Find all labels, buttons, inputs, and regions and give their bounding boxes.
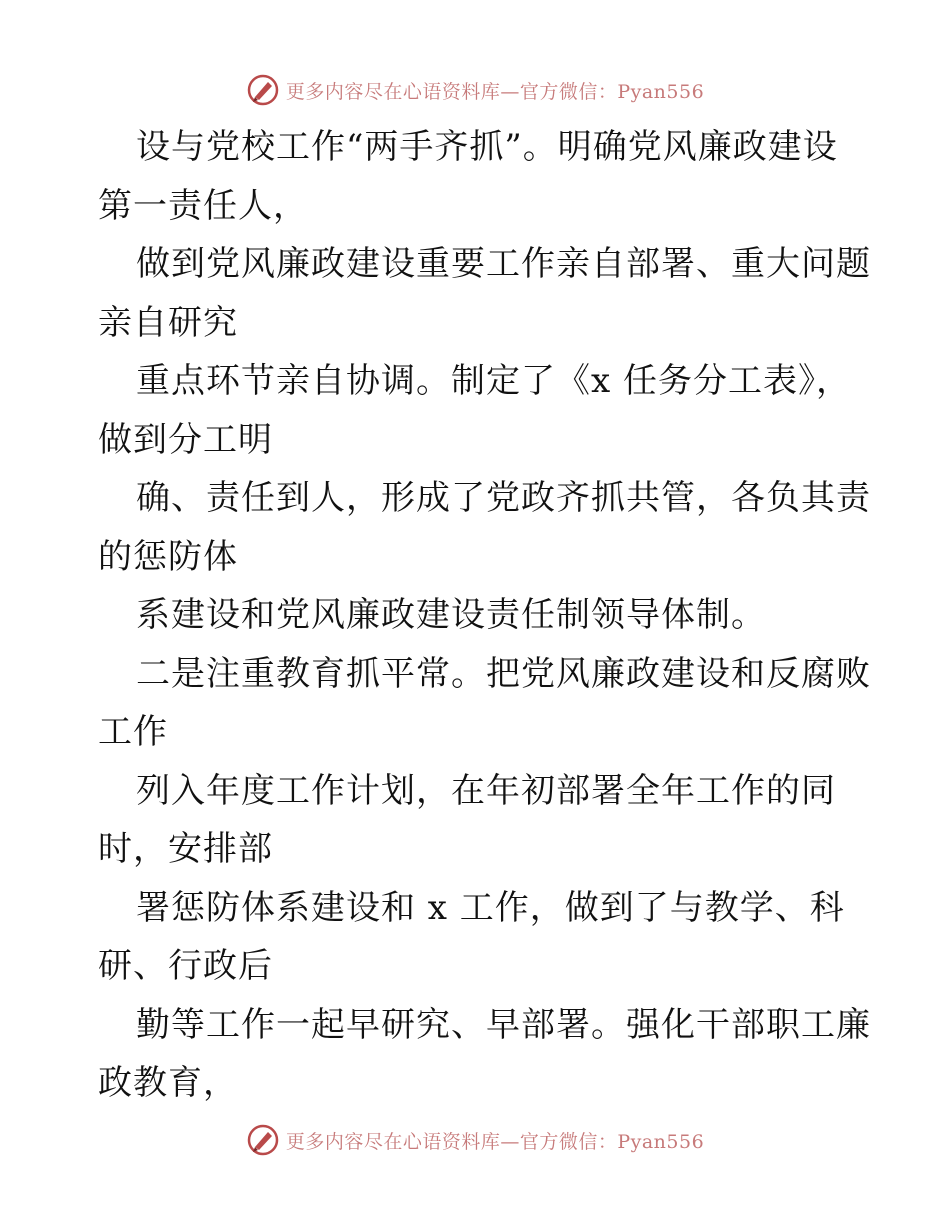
text-line: 系建设和党风廉政建设责任制领导体制。	[136, 595, 766, 635]
text-line: 时，安排部	[98, 829, 273, 869]
pen-logo-icon	[246, 73, 280, 107]
text-line: 二是注重教育抓平常。把党风廉政建设和反腐败	[136, 653, 871, 694]
footer-banner	[0, 1120, 950, 1160]
text-line: 做到分工明	[98, 419, 273, 460]
text-line: 确、责任到人，形成了党政齐抓共管，各负其责	[136, 478, 871, 518]
text-line: 列入年度工作计划，在年初部署全年工作的同	[136, 770, 836, 811]
header-banner-text: 更多内容尽在心语资料库—官方微信：Pyan556	[285, 80, 705, 103]
text-line: 做到党风廉政建设重要工作亲自部署、重大问题	[136, 244, 871, 284]
document-body	[98, 118, 871, 1113]
text-line: 研、行政后	[98, 946, 273, 986]
text-line: 勤等工作一起早研究、早部署。强化干部职工廉	[136, 1004, 871, 1045]
text-line: 的惩防体	[98, 536, 238, 577]
pen-logo-icon	[246, 1123, 280, 1157]
text-line: 设与党校工作“两手齐抓”。明确党风廉政建设	[136, 127, 838, 167]
text-line: 重点环节亲自协调。制定了《x 任务分工表》，	[136, 361, 851, 401]
text-line: 亲自研究	[98, 302, 238, 343]
text-line: 工作	[98, 712, 168, 752]
text-line: 署惩防体系建设和 x 工作，做到了与教学、科	[136, 887, 845, 928]
text-line: 政教育，	[98, 1063, 238, 1103]
header-banner	[0, 70, 950, 110]
footer-banner-text: 更多内容尽在心语资料库—官方微信：Pyan556	[285, 1130, 705, 1153]
text-line: 第一责任人，	[98, 185, 308, 226]
